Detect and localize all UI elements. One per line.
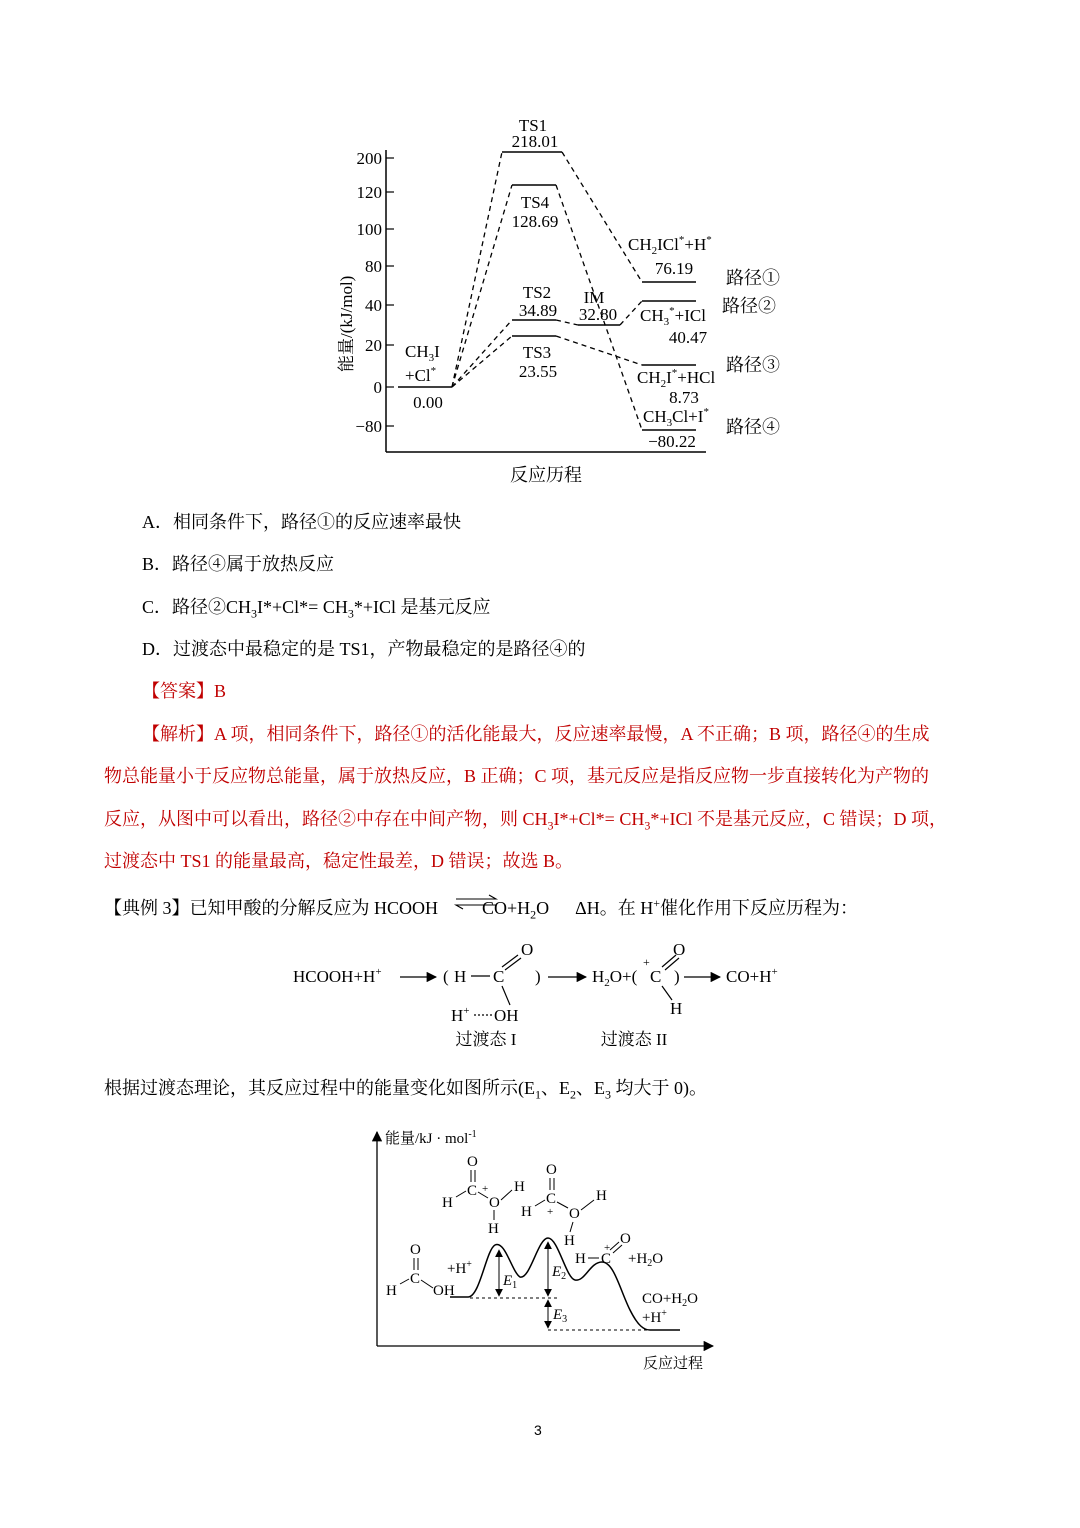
y-tick-0: 0 <box>373 378 382 397</box>
svg-text:H: H <box>521 1204 532 1220</box>
analysis-line-1: 【解析】A 项，相同条件下，路径①的活化能最大，反应速率最慢，A 不正确；B 项，路径④的生成 <box>142 724 930 744</box>
im-value: 32.80 <box>578 305 618 324</box>
product-3: $CH_2I^*+HCl$ <box>637 367 716 390</box>
ts1-oh: OH <box>494 1006 519 1025</box>
y-tick-40: 40 <box>365 296 382 315</box>
path-1-label: 路径① <box>726 268 780 288</box>
analysis-line-4: 过渡态中 TS1 的能量最高，稳定性最差，D 错误；故选 B。 <box>104 851 574 871</box>
option-a: A．相同条件下，路径①的反应速率最快 <box>142 512 461 532</box>
reactant-line1: $CH_3I$ <box>405 342 440 364</box>
page-number: 3 <box>534 1422 542 1438</box>
product-1-value: 76.19 <box>654 259 694 278</box>
ts1-close-paren: ) <box>535 967 541 986</box>
path-2-label: 路径② <box>722 296 776 316</box>
svg-text:O: O <box>489 1195 500 1211</box>
svg-text:C: C <box>546 1191 557 1207</box>
svg-text:+: + <box>604 1242 611 1254</box>
analysis-label: 【解析】 <box>142 724 214 744</box>
ts2-o: O <box>673 940 686 959</box>
fig2-product-2: +H+ <box>642 1308 667 1326</box>
product-2: $CH_3^*+ICl$ <box>640 305 706 328</box>
svg-text:C: C <box>467 1183 478 1199</box>
im-name: IM <box>583 288 605 307</box>
option-d: D．过渡态中最稳定的是 TS1，产物最稳定的是路径④的 <box>142 639 586 659</box>
fig2-hplus: +H+ <box>447 1259 472 1277</box>
svg-text:C: C <box>410 1271 421 1287</box>
product-2-value: 40.47 <box>668 328 708 347</box>
svg-text:H: H <box>596 1188 607 1204</box>
ts1-c: C <box>493 967 505 986</box>
ts4-name: TS4 <box>520 193 550 212</box>
reactant-value: 0.00 <box>413 393 443 412</box>
ts2-label: 过渡态 II <box>600 1030 668 1049</box>
ts4-value: 128.69 <box>511 212 559 231</box>
product-4: $CH_3Cl+I^*$ <box>643 406 709 429</box>
product-3-value: 8.73 <box>669 388 699 407</box>
svg-text:+: + <box>547 1206 554 1218</box>
ts3-name: TS3 <box>522 343 552 362</box>
svg-text:H: H <box>514 1179 525 1195</box>
analysis-line-3: 反应，从图中可以看出，路径②中存在中间产物，则 $CH_3I*+Cl*= CH_3*+ICl$ 不是基元反应，C 错误；D 项， <box>104 809 947 833</box>
y-axis-label: 能量/(kJ/mol) <box>337 275 356 372</box>
answer-label: 【答案】 <box>142 681 214 701</box>
analysis-line-2: 物总能量小于反应物总能量，属于放热反应，B 正确；C 项，基元反应是指反应物一步直接转化为产物的 <box>104 766 930 786</box>
product-1: $CH_2ICl^*+H^*$ <box>628 234 712 257</box>
example3-line: 【典例 3】已知甲酸的分解反应为 HCOOH $CO+H_2O$ ΔH。在 H+催化作用下反应历程为： <box>104 896 859 922</box>
svg-text:H: H <box>442 1195 453 1211</box>
y-tick-80: 80 <box>365 257 382 276</box>
y-tick-100: 100 <box>356 220 382 239</box>
svg-text:H: H <box>564 1233 575 1249</box>
fig2-h2o: $+H_2O$ <box>628 1251 664 1269</box>
svg-text:O: O <box>546 1162 557 1178</box>
ts1-label: 过渡态 I <box>455 1030 517 1049</box>
y-tick-200: 200 <box>356 149 382 168</box>
ts1-hplus: H+ <box>451 1005 470 1025</box>
y-ticks <box>386 158 394 426</box>
y-tick-neg80: −80 <box>355 417 382 436</box>
ts1-open-paren: ( <box>443 967 449 986</box>
reaction-scheme <box>293 940 778 1049</box>
y-tick-labels <box>355 149 382 436</box>
svg-text:O: O <box>620 1231 631 1247</box>
ts1-name: TS1 <box>518 116 548 135</box>
option-b: B．路径④属于放热反应 <box>142 554 335 574</box>
fig2-x-label: 反应过程 <box>642 1356 704 1372</box>
ts3-value: 23.55 <box>518 362 558 381</box>
path-3-label: 路径③ <box>726 355 780 375</box>
fig2-e3: $E_3$ <box>553 1307 568 1325</box>
scheme-end: CO+H+ <box>726 966 778 986</box>
ts2-name: TS2 <box>522 283 552 302</box>
scheme-start: HCOOH+H+ <box>293 966 382 986</box>
ts2-value: 34.89 <box>518 301 558 320</box>
theory-line: 根据过渡态理论，其反应过程中的能量变化如图所示($E_1$、$E_2$、$E_3$ 均大于 0)。 <box>104 1078 707 1102</box>
svg-text:+: + <box>482 1183 489 1195</box>
svg-text:O: O <box>410 1242 421 1258</box>
fig2-product-1: $CO+H_2O$ <box>642 1291 698 1309</box>
path-4-label: 路径④ <box>726 417 780 437</box>
fig2-e2: $E_2$ <box>552 1264 567 1282</box>
answer-value: B <box>214 681 227 701</box>
ts1-value: 218.01 <box>511 132 559 151</box>
answer <box>142 679 226 703</box>
ts2-close-paren: ) <box>674 967 680 986</box>
ts2-c: C <box>650 967 662 986</box>
ts2-h: H <box>670 999 683 1018</box>
fig2-y-label: 能量/kJ · mol$^{-1}$ <box>385 1129 477 1147</box>
scheme-h2o: $H_2O+$( <box>592 967 638 989</box>
ts2-plus: + <box>643 955 650 969</box>
option-c: C．路径$②CH_3I*+Cl*= CH_3*+ICl$ 是基元反应 <box>142 597 491 621</box>
y-tick-120: 120 <box>356 183 382 202</box>
svg-text:C: C <box>601 1251 612 1267</box>
energy-diagram-2 <box>377 1129 713 1372</box>
y-tick-20: 20 <box>365 336 382 355</box>
svg-text:H: H <box>488 1221 499 1237</box>
product-4-value: −80.22 <box>648 432 696 451</box>
svg-text:O: O <box>467 1154 478 1170</box>
svg-text:OH: OH <box>433 1283 455 1299</box>
svg-text:H: H <box>575 1251 586 1267</box>
svg-text:H: H <box>386 1283 397 1299</box>
x-axis-label: 反应历程 <box>510 465 582 485</box>
ts1-o: O <box>521 940 534 959</box>
fig2-e1: $E_1$ <box>503 1273 518 1291</box>
energy-diagram-1 <box>337 116 780 485</box>
svg-text:O: O <box>569 1206 580 1222</box>
ts1-h: H <box>454 967 467 986</box>
reactant-line2: +Cl* <box>405 365 437 385</box>
